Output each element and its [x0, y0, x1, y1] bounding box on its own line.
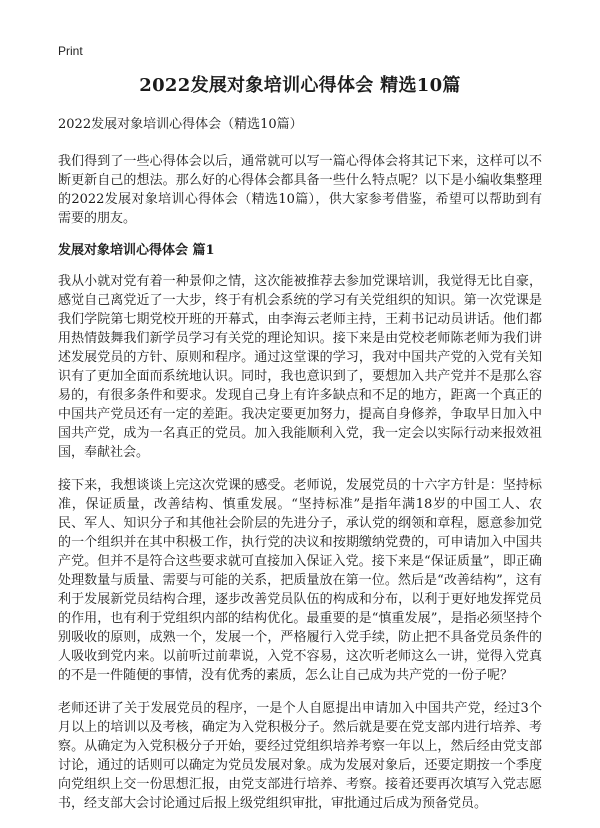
- body-paragraph-3: 老师还讲了关于发展党员的程序，一是个人自愿提出申请加入中国共产党，经过3个月以上的培训以及考核，确定为入党积极分子。然后就是要在党支部内进行培养、考察。从确定为入党积极分子开始，要经过党组织培养考察一年以上，然后经由党支部讨论，通过的话则可以确定为党员发展对象。成为发展对象后，还要定期按一个季度向党组织上交一份思想汇报，由党支部进行培养、考察。接着还要再次填写入党志愿书，经支部大会讨论通过后报上级党组织审批，审批通过后成为预备党员。: [58, 701, 542, 811]
- document-subtitle: 2022发展对象培训心得体会（精选10篇）: [58, 117, 303, 132]
- intro-paragraph: 我们得到了一些心得体会以后，通常就可以写一篇心得体会将其记下来，这样可以不断更新自己的想法。那么好的心得体会都具备一些什么特点呢？以下是小编收集整理的2022发展对象培训心得体会（精选10篇），供大家参考借鉴，希望可以帮助到有需要的朋友。: [58, 154, 542, 226]
- page-title: 2022发展对象培训心得体会 精选10篇: [139, 75, 461, 96]
- section-heading: 发展对象培训心得体会 篇1: [58, 243, 215, 258]
- body-paragraph-1: 我从小就对党有着一种景仰之情，这次能被推荐去参加党课培训，我觉得无比自豪，感觉自己离党近了一大步，终于有机会系统的学习有关党组织的知识。第一次党课是我们学院第七期党校开班的开幕式，由李海云老师主持，王莉书记动员讲话。他们都用热情鼓舞我们新学员学习有关党的理论知识。接下来是由党校老师陈老师为我们讲述发展党员的方针、原则和程序。通过这堂课的学习，我对中国共产党的入党有关知识有了更加全面而系统地认识。同时，我也意识到了，要想加入共产党并不是那么容易的，有很多条件和要求。发现自己身上有许多缺点和不足的地方，距离一个真正的中国共产党员还有一定的差距。我决定要更加努力，提高自身修养，争取早日加入中国共产党，成为一名真正的党员。加入我能顺利入党，我一定会以实际行动来报效祖国，奉献社会。: [58, 274, 542, 460]
- print-link[interactable]: Print: [58, 44, 83, 58]
- body-paragraph-2: 接下来，我想谈谈上完这次党课的感受。老师说，发展党员的十六字方针是：坚持标准，保证质量，改善结构、慎重发展。“坚持标准”是指年满18岁的中国工人、农民、军人、知识分子和其他社会阶层的先进分子，承认党的纲领和章程，愿意参加党的一个组织并在其中积极工作，执行党的决议和按期缴纳党费的，可申请加入中国共产党。但并不是符合这些要求就可直接加入保证入党。接下来是“保证质量”，即正确处理数量与质量、需要与可能的关系，把质量放在第一位。然后是“改善结构”，这有利于发展新党员结构合理，逐步改善党员队伍的构成和分布，以利于更好地发挥党员的作用，也有利于党组织内部的结构优化。最重要的是“慎重发展”，是指必须坚持个别吸收的原则，成熟一个，发展一个，严格履行入党手续，防止把不具备党员条件的人吸收到党内来。以前听过前辈说，入党不容易，这次听老师这么一讲，觉得入党真的不是一件随便的事情，没有优秀的素质，怎么让自己成为共产党的一份子呢？: [58, 478, 542, 683]
